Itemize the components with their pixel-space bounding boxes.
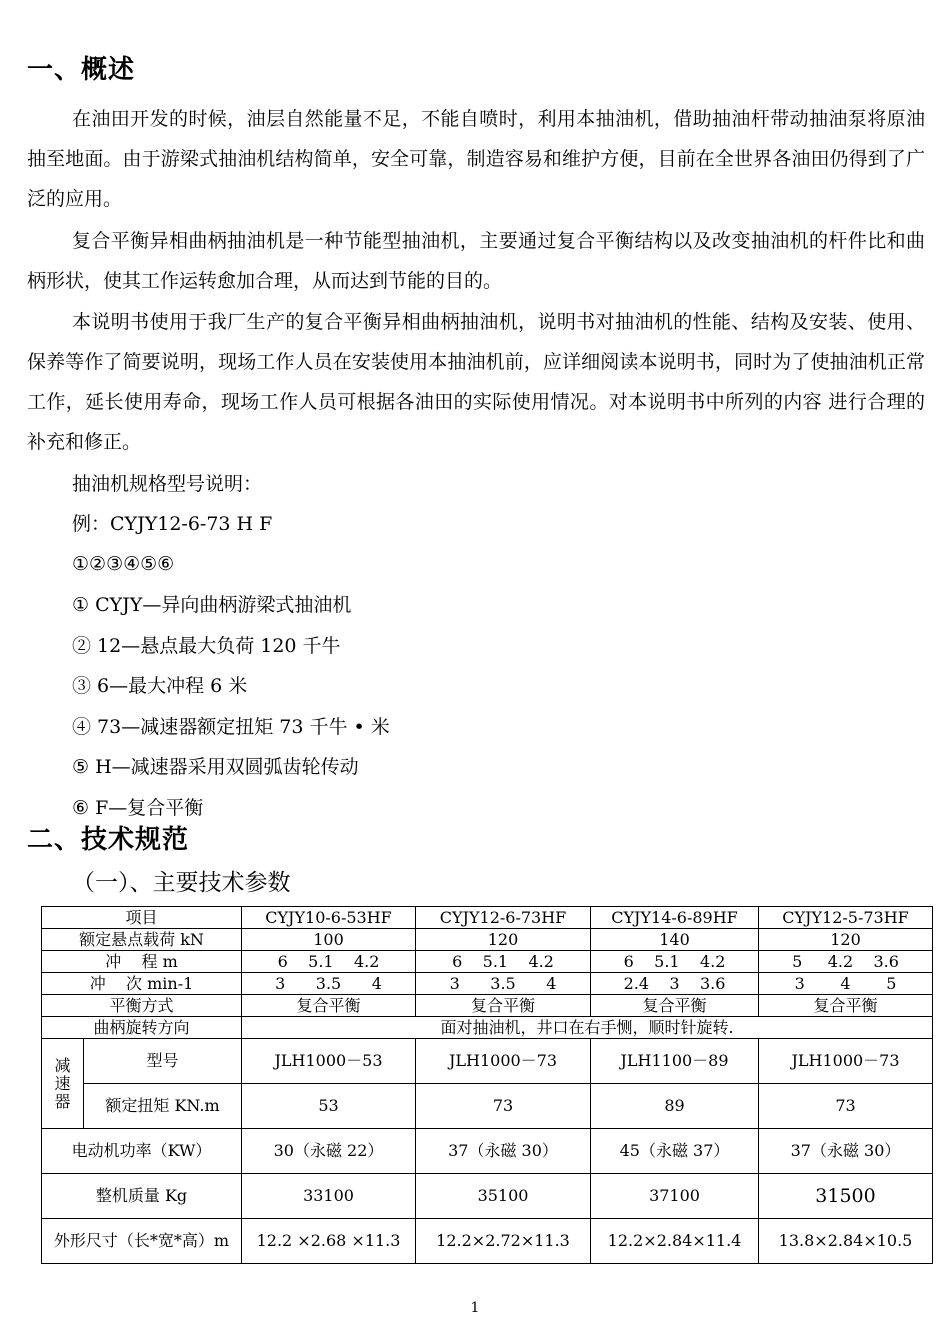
table-cell: 33100 (242, 1174, 416, 1219)
table-cell: 复合平衡 (416, 995, 591, 1017)
paragraph-3: 本说明书使用于我厂生产的复合平衡异相曲柄抽油机，说明书对抽油机的性能、结构及安装、使用、保养等作了简要说明，现场工作人员在安装使用本抽油机前，应详细阅读本说明书，同时为了使抽油机正常工作，延长使用寿命，现场工作人员可根据各油田的实际使用情况。对本说明书中所列的内容 进行合理的补充和修正。 (27, 311, 925, 453)
table-cell-label: 曲柄旋转方向 (42, 1017, 242, 1039)
table-cell: 73 (416, 1084, 591, 1129)
table-cell: 12.2×2.72×11.3 (416, 1219, 591, 1264)
table-cell: 120 (416, 929, 591, 951)
table-cell: 复合平衡 (242, 995, 416, 1017)
table-cell: JLH1100－89 (591, 1039, 759, 1084)
table-cell-label: 平衡方式 (42, 995, 242, 1017)
subsection-title: （一）、主要技术参数 (72, 870, 291, 896)
table-row-motor (42, 1129, 933, 1174)
model-item-5: ⑤ H—减速器采用双圆弧齿轮传动 (72, 756, 359, 778)
table-cell: 6 5.1 4.2 (416, 951, 591, 973)
table-cell: 13.8×2.84×10.5 (759, 1219, 933, 1264)
table-cell: 100 (242, 929, 416, 951)
paragraph-2: 复合平衡异相曲柄抽油机是一种节能型抽油机，主要通过复合平衡结构以及改变抽油机的杆件比和曲柄形状，使其工作运转愈加合理，从而达到节能的目的。 (27, 230, 925, 292)
table-cell: 3 3.5 4 (242, 973, 416, 995)
table-cell: 30（永磁 22） (242, 1129, 416, 1174)
table-cell-label: 电动机功率（KW） (42, 1129, 242, 1174)
table-cell: 2.4 3 3.6 (591, 973, 759, 995)
page-number: 1 (470, 1300, 480, 1316)
table-cell: 6 5.1 4.2 (591, 951, 759, 973)
table-cell: 37（永磁 30） (416, 1129, 591, 1174)
table-header-model: CYJY12-5-73HF (759, 907, 933, 929)
table-row-header (42, 907, 933, 929)
table-cell: 3 4 5 (759, 973, 933, 995)
table-cell: 5 4.2 3.6 (759, 951, 933, 973)
circled-numbers: ①②③④⑤⑥ (72, 553, 175, 575)
table-cell: 复合平衡 (759, 995, 933, 1017)
section-title-overview: 一、概述 (27, 55, 136, 85)
model-example: 例：CYJY12-6-73 H F (72, 513, 273, 535)
table-cell-merged: 面对抽油机，井口在右手恻，顺时针旋转. (242, 1017, 933, 1039)
table-cell-label: 外形尺寸（长*宽*高）m (42, 1219, 242, 1264)
table-row-load (42, 929, 933, 951)
paragraph-1: 在油田开发的时候，油层自然能量不足，不能自喷时，利用本抽油机，借助抽油杆带动抽油泵将原油抽至地面。由于游梁式抽油机结构简单，安全可靠，制造容易和维护方便，目前在全世界各油田仍得到了广泛的应用。 (27, 108, 925, 210)
table-cell: JLH1000－53 (242, 1039, 416, 1084)
table-cell: 35100 (416, 1174, 591, 1219)
table-header-item: 项目 (42, 907, 242, 929)
table-header-model: CYJY12-6-73HF (416, 907, 591, 929)
table-cell: 3 3.5 4 (416, 973, 591, 995)
table-cell: 37（永磁 30） (759, 1129, 933, 1174)
table-cell-label: 型号 (84, 1039, 242, 1084)
model-item-3: ③ 6—最大冲程 6 米 (72, 675, 248, 697)
table-row-spm (42, 973, 933, 995)
table-row-reducer-torque (42, 1084, 933, 1129)
table-cell: 12.2 ×2.68 ×11.3 (242, 1219, 416, 1264)
table-cell-label: 冲 次 min-1 (42, 973, 242, 995)
table-row-reducer-model (42, 1039, 933, 1084)
table-cell-label: 额定悬点载荷 kN (42, 929, 242, 951)
table-cell: 6 5.1 4.2 (242, 951, 416, 973)
table-cell-label: 冲 程 m (42, 951, 242, 973)
table-row-stroke (42, 951, 933, 973)
model-item-1: ① CYJY—异向曲柄游梁式抽油机 (72, 594, 352, 616)
table-header-model: CYJY10-6-53HF (242, 907, 416, 929)
model-item-6: ⑥ F—复合平衡 (72, 797, 204, 819)
table-cell: JLH1000－73 (416, 1039, 591, 1084)
model-intro: 抽油机规格型号说明： (72, 473, 263, 495)
model-item-2: ② 12—悬点最大负荷 120 千牛 (72, 635, 341, 657)
table-row-rotation (42, 1017, 933, 1039)
reducer-label-char: 减 (54, 1055, 71, 1075)
spec-table (41, 906, 933, 1264)
table-row-balance (42, 995, 933, 1017)
table-cell: 73 (759, 1084, 933, 1129)
table-cell: 12.2×2.84×11.4 (591, 1219, 759, 1264)
section-title-specs: 二、技术规范 (27, 825, 190, 855)
reducer-label-char: 速 (54, 1073, 71, 1093)
table-row-dims (42, 1219, 933, 1264)
table-cell: 89 (591, 1084, 759, 1129)
table-cell: 53 (242, 1084, 416, 1129)
table-cell: 37100 (591, 1174, 759, 1219)
table-row-mass (42, 1174, 933, 1219)
table-cell: 复合平衡 (591, 995, 759, 1017)
table-cell-label: 整机质量 Kg (42, 1174, 242, 1219)
table-cell-label: 额定扭矩 KN.m (84, 1084, 242, 1129)
table-cell: 31500 (759, 1174, 933, 1219)
reducer-label-char: 器 (54, 1091, 71, 1111)
table-cell: 140 (591, 929, 759, 951)
table-cell: JLH1000－73 (759, 1039, 933, 1084)
table-cell: 120 (759, 929, 933, 951)
reducer-vertical-label (42, 1039, 84, 1129)
model-item-4: ④ 73—减速器额定扭矩 73 千牛 • 米 (72, 716, 390, 738)
table-cell: 45（永磁 37） (591, 1129, 759, 1174)
table-header-model: CYJY14-6-89HF (591, 907, 759, 929)
